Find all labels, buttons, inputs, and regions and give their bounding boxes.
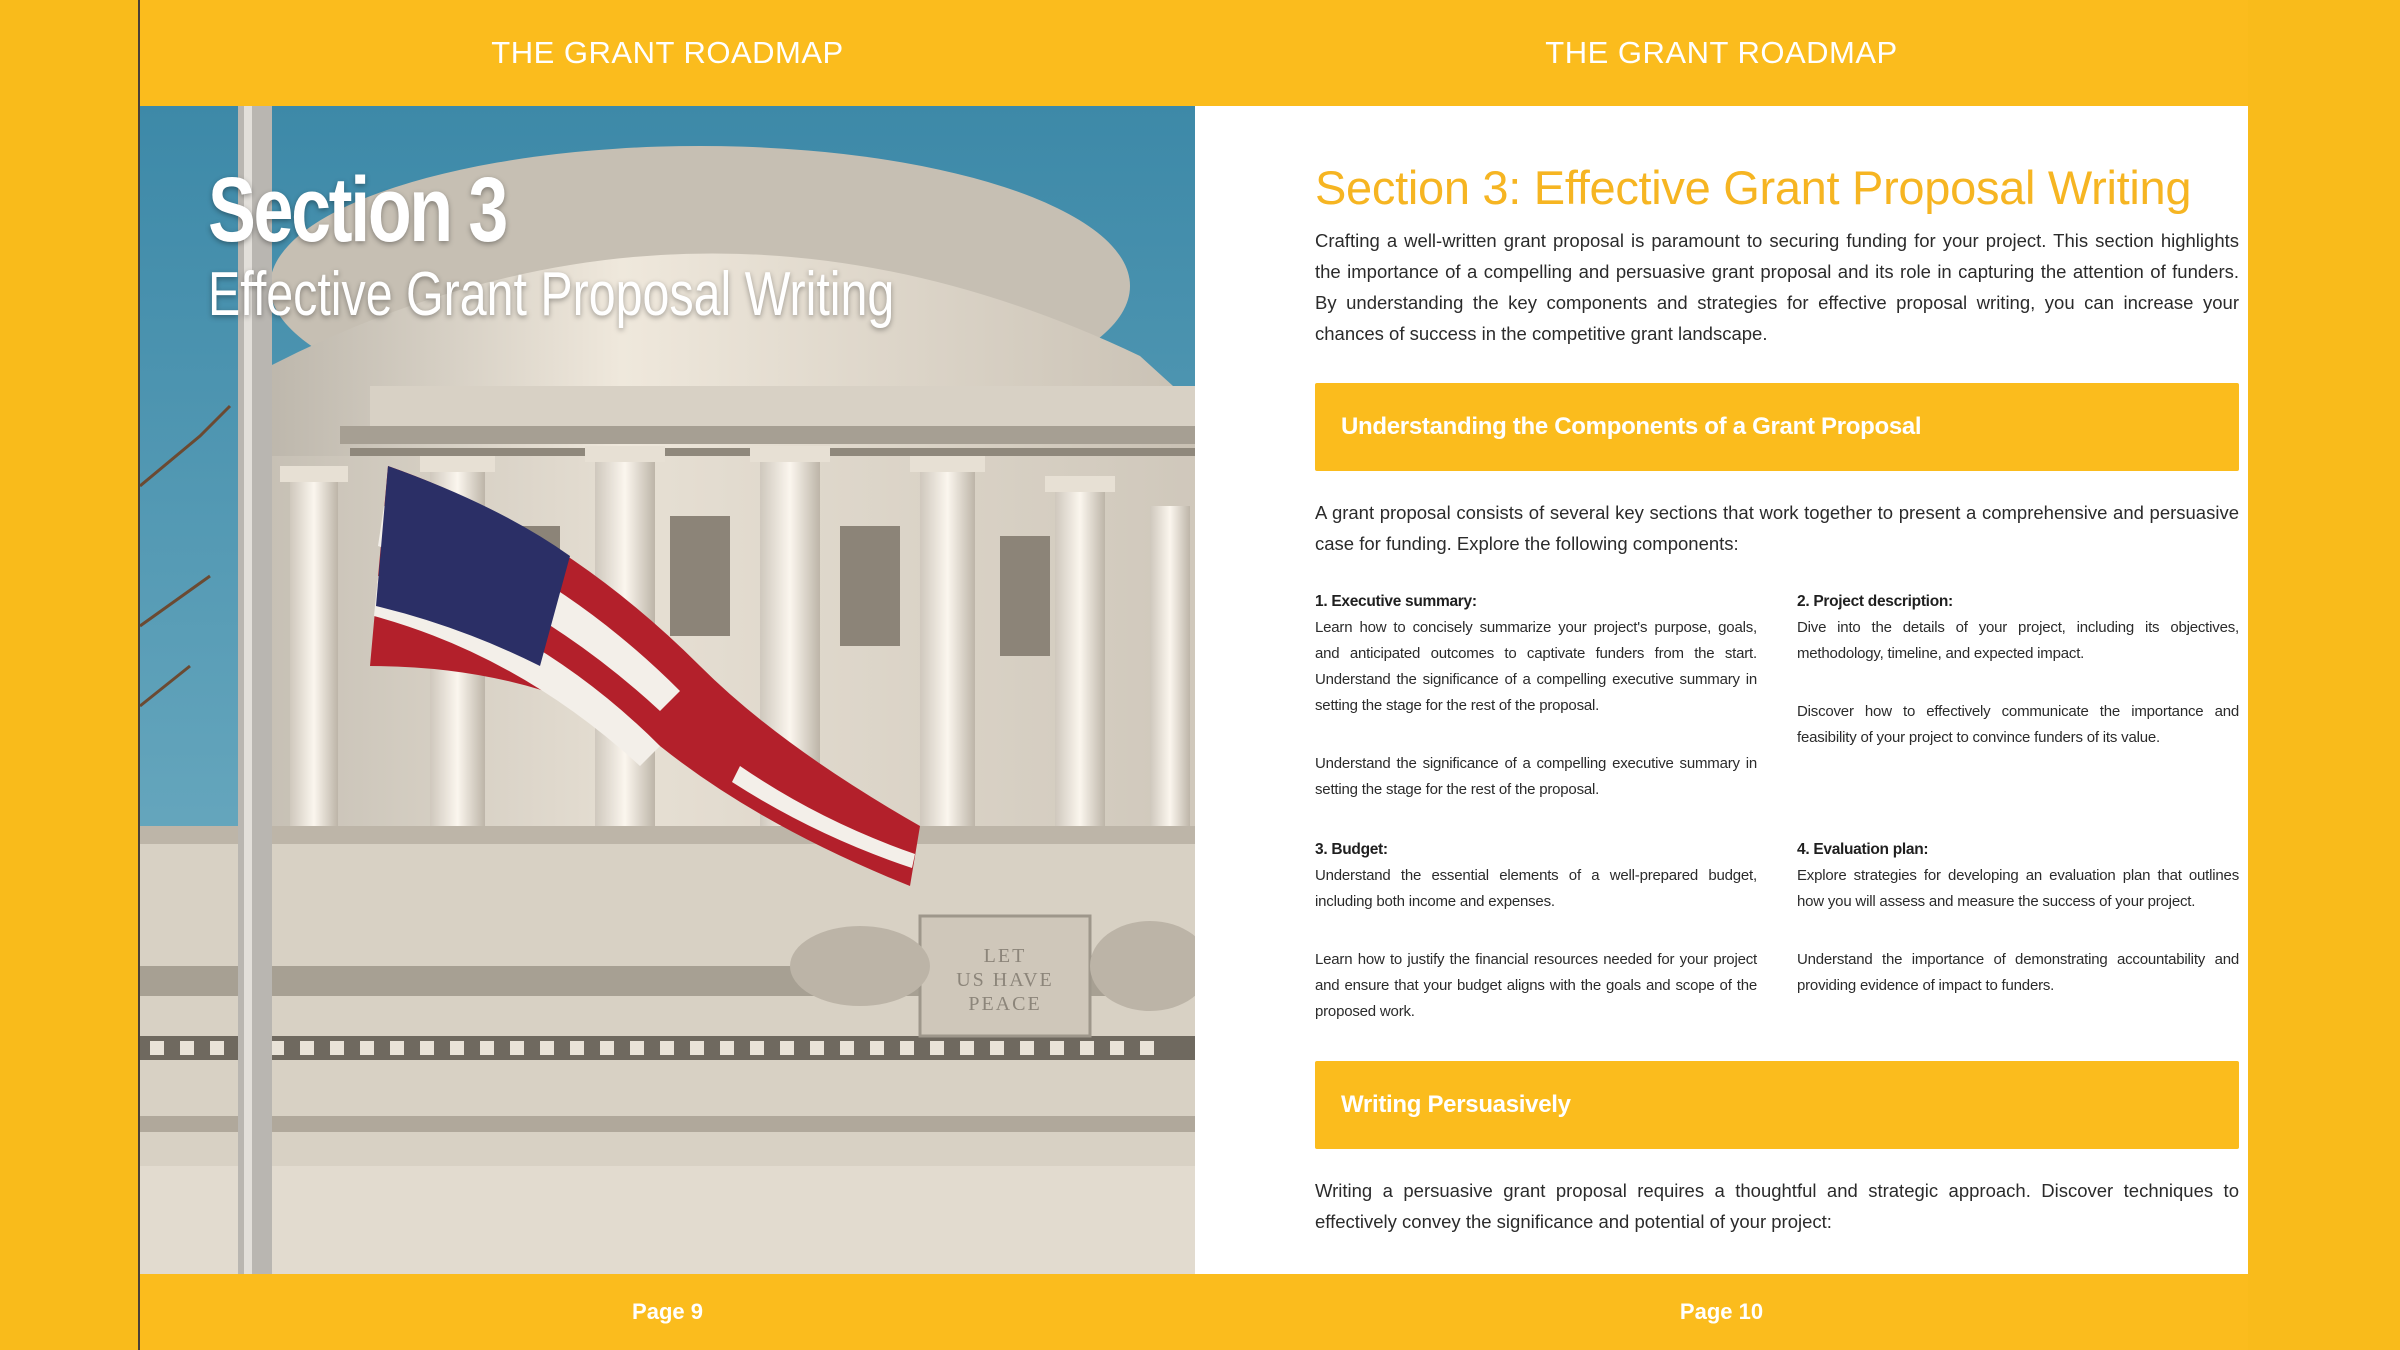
component-heading: 2. Project description: — [1797, 593, 1953, 610]
right-page — [1195, 0, 2248, 1350]
inscription-line-1: LET — [983, 945, 1027, 967]
right-header-title: THE GRANT ROADMAP — [1545, 35, 1898, 70]
component-text: Discover how to effectively communicate the importance and feasibility of your project to convince funders of its value. — [1797, 703, 2239, 746]
components-banner-label: Understanding the Components of a Grant Proposal — [1341, 413, 1922, 440]
persuasive-banner — [1315, 1061, 2239, 1149]
left-header-title: THE GRANT ROADMAP — [491, 35, 844, 70]
left-page-number: Page 9 — [632, 1299, 703, 1324]
component-text: Dive into the details of your project, including its objectives, methodology, timeline, and expected impact. — [1797, 619, 2239, 662]
left-footer — [140, 1274, 1195, 1350]
component-text: Learn how to concisely summarize your project's purpose, goals, and anticipated outcomes to captivate funders from the start. Understand the significance of a compelling executive summary in setting the stage for the rest of the proposal. — [1315, 619, 1757, 714]
section-subtitle: Effective Grant Proposal Writing — [208, 260, 895, 329]
component-project-description — [1797, 589, 2239, 803]
intro-paragraph: Crafting a well-written grant proposal is paramount to securing funding for your project. This section highlights the importance of a compelling and persuasive grant proposal and its role in capturing the attention of funders. By understanding the key components and strategies for effective proposal writing, you can increase your chances of success in the competitive grant landscape. — [1315, 230, 2239, 344]
left-page — [140, 0, 1195, 1350]
component-heading: 3. Budget: — [1315, 841, 1388, 858]
component-text: Understand the significance of a compelling executive summary in setting the stage for the rest of the proposal. — [1315, 755, 1757, 798]
component-heading: 4. Evaluation plan: — [1797, 841, 1929, 858]
component-text: Understand the essential elements of a well-prepared budget, including both income and expenses. — [1315, 867, 1757, 910]
section-hero-title — [208, 160, 1088, 330]
left-header — [140, 0, 1195, 106]
inscription-line-3: PEACE — [968, 993, 1042, 1015]
components-banner — [1315, 383, 2239, 471]
component-budget — [1315, 837, 1757, 1025]
components-intro: A grant proposal consists of several key sections that work together to present a comprehensive and persuasive case for funding. Explore the following components: — [1315, 502, 2239, 554]
component-text: Explore strategies for developing an evaluation plan that outlines how you will assess and measure the success of your project. — [1797, 867, 2239, 910]
right-page-content — [1315, 160, 2239, 1237]
component-text: Learn how to justify the financial resources needed for your project and ensure that your budget aligns with the goals and scope of the proposed work. — [1315, 951, 1757, 1020]
component-heading: 1. Executive summary: — [1315, 593, 1477, 610]
component-evaluation-plan — [1797, 837, 2239, 1025]
right-page-number: Page 10 — [1679, 1299, 1764, 1324]
section-heading: Section 3: Effective Grant Proposal Writing — [1315, 161, 2192, 214]
persuasive-banner-label: Writing Persuasively — [1341, 1091, 1571, 1118]
section-number: Section 3 — [208, 159, 506, 261]
inscription-line-2: US HAVE — [956, 969, 1054, 991]
right-header — [1195, 0, 2248, 106]
component-text: Understand the importance of demonstrating accountability and providing evidence of impact to funders. — [1797, 951, 2239, 994]
components-grid — [1315, 589, 2239, 1025]
book-spread — [138, 0, 2248, 1350]
right-footer — [1195, 1274, 2248, 1350]
persuasive-paragraph: Writing a persuasive grant proposal requires a thoughtful and strategic approach. Discover techniques to effectively convey the significance and potential of your project: — [1315, 1180, 2239, 1232]
component-executive-summary — [1315, 589, 1757, 803]
